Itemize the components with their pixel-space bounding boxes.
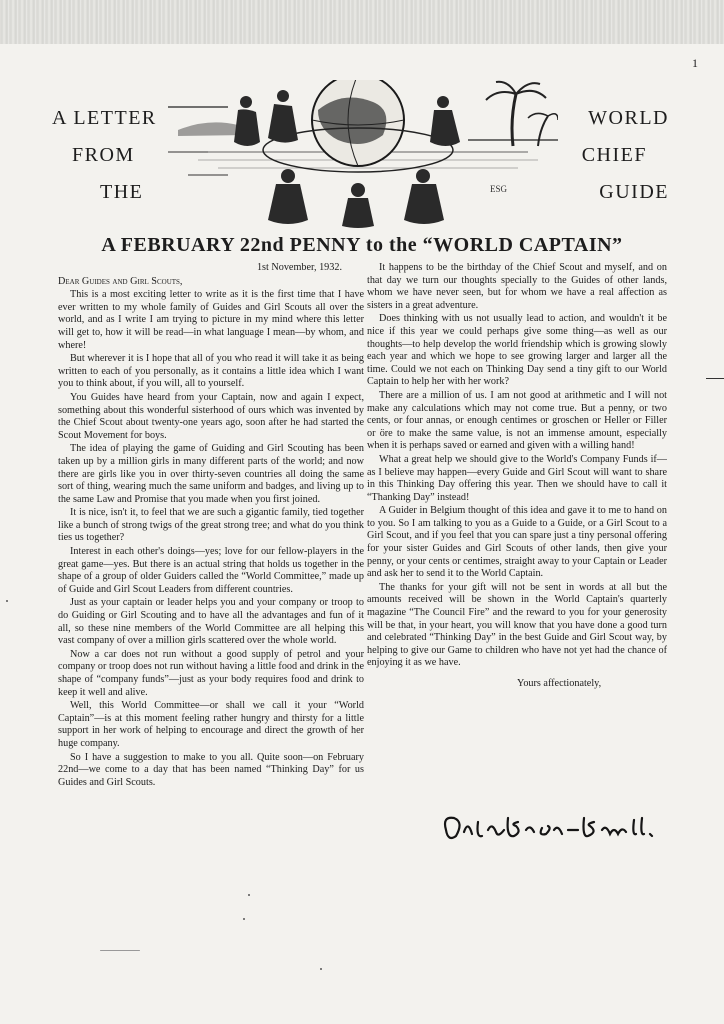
headline: A FEBRUARY 22nd PENNY to the “WORLD CAPTAIN” xyxy=(101,234,623,256)
masthead-right xyxy=(559,100,669,211)
masthead-right-line: GUIDE xyxy=(599,181,669,203)
paragraph: Does thinking with us not usually lead to action, and wouldn't it be nice if this year we could perhaps give some thing—as well as our thoughts—to help develop the world friendship which is growing slowly each year and which we hope to see growing larger and larger all the time. Could we not each on Thinking Day send a tiny gift to our World Captain to help her with her work? xyxy=(367,313,667,388)
margin-mark xyxy=(706,378,724,379)
paragraph: This is a most exciting letter to write as it is the first time that I have ever written to my whole family of Guides and Girl Scouts all over the world, and as I write I am trying to picture in my mind where this letter will get to, how it will be read—in what language I mean—by whom, and where! xyxy=(58,289,364,351)
paragraph: Just as your captain or leader helps you and your company or troop to do Guiding or Girl Scouting and to have all the advantages and fun of it all, so these nine members of the World Committee are all helping this vast company of over a million girls scattered over the whole world. xyxy=(58,597,364,647)
paragraph: What a great help we should give to the World's Company Funds if—as I believe may happen—every Guide and Girl Scout will want to share in this Thinking Day offering this year. Then we should have to call it “Thanking Day” instead! xyxy=(367,453,667,503)
masthead-left-line: FROM xyxy=(72,144,135,166)
paragraph: A Guider in Belgium thought of this idea and gave it to me to hand on to you. So I am talking to you as a Guide to a Guide, or a Girl Scout to a Girl Scout, and if you feel that you can spare just a tiny personal offering for your sister Guides and Girl Scouts of other lands, then give your penny, or your cents or centimes, straight away to your Captain or Leader and ask her to send it to the World Captain. xyxy=(367,505,667,580)
paragraph: You Guides have heard from your Captain, now and again I expect, something about this wonderful sisterhood of ours which was invented by the Chief Scout about twenty-one years ago, soon after he had started the Scout Movement for boys. xyxy=(58,391,364,441)
svg-text:ESG: ESG xyxy=(490,184,508,194)
salutation: Dear Guides and Girl Scouts, xyxy=(58,275,183,287)
masthead-left-line: THE xyxy=(100,181,144,203)
paragraph: Well, this World Committee—or shall we call it your “World Captain”—is at this moment feeling rather hungry and thirsty for a little support in her work of helping to encourage and direct the growth of her huge company. xyxy=(58,700,364,749)
paragraph: The idea of playing the game of Guiding and Girl Scouting has been taken up by a million girls in many different parts of the world; and now there are girls like you in over thirty-seven countries all doing the same sort of thing, wearing much the same uniform and badges, and living up to the same Law and Promise that you made when you first joined. xyxy=(58,443,364,505)
paragraph: So I have a suggestion to make to you all. Quite soon—on February 22nd—we come to a day that has been named “Thinking Day” for us Guides and Girl Scouts. xyxy=(58,751,364,788)
paragraph: It is nice, isn't it, to feel that we are such a gigantic family, tied together like a bunch of strong twigs of the great strong tree; and what do you think ties us together? xyxy=(58,507,364,544)
signature xyxy=(438,808,668,848)
paragraph: But wherever it is I hope that all of you who read it will take it as being written to each of you personally, as it contains a little idea which I want you to think about, if you will, all to yourself. xyxy=(58,353,364,390)
scan-noise-band xyxy=(0,0,724,44)
letter-left-column xyxy=(58,262,364,790)
masthead-right-line: CHIEF xyxy=(581,144,647,166)
paragraph: There are a million of us. I am not good at arithmetic and I will not make any calculations which may not come true. But a penny, or two cents, or four annas, or enough centimes or groschen or Heller or Filler or öre to make the same value, is not an immense amount, especially when it is perhaps saved or earned and given with a willing hand! xyxy=(367,389,667,452)
closing: Yours affectionately, xyxy=(517,678,602,689)
globe-dancers-illustration xyxy=(168,80,558,230)
paragraph: Now a car does not run without a good supply of petrol and your company or troop does not run without having a little food and drink in the shape of “company funds”—just as your body requires food and drink to keep it well and alive. xyxy=(58,648,364,698)
page-number: 1 xyxy=(692,56,698,70)
letter-right-column xyxy=(367,262,667,692)
paragraph: Interest in each other's doings—yes; love for our fellow-players in the great game—yes. But there is an actual string that holds us together in the shape of a group of older Guiders called the “World Committee,” made up of Guide and Girl Scout Leaders from different countries. xyxy=(58,546,364,595)
masthead-left xyxy=(52,100,162,211)
letter-date: 1st November, 1932. xyxy=(256,262,342,273)
masthead-left-line: A LETTER xyxy=(52,107,157,129)
masthead-right-line: WORLD xyxy=(588,107,669,129)
paragraph: The thanks for your gift will not be sent in words at all but the amounts received will be shown in the World Captain's quarterly magazine “The Council Fire” and the reward to you for your generosity will be that, in your heart, you will know that you have done a good turn and celebrated “Thinking Day” in the best Guide and Girl Scout way, by helping to give our Game to children who have not yet had the chance of enjoying it as we have. xyxy=(367,581,667,669)
paragraph: It happens to be the birthday of the Chief Scout and myself, and on that day we turn our thoughts specially to the Guides of other lands, whom we have never seen, but for whom we have a real affection as sisters in a great adventure. xyxy=(367,262,667,311)
